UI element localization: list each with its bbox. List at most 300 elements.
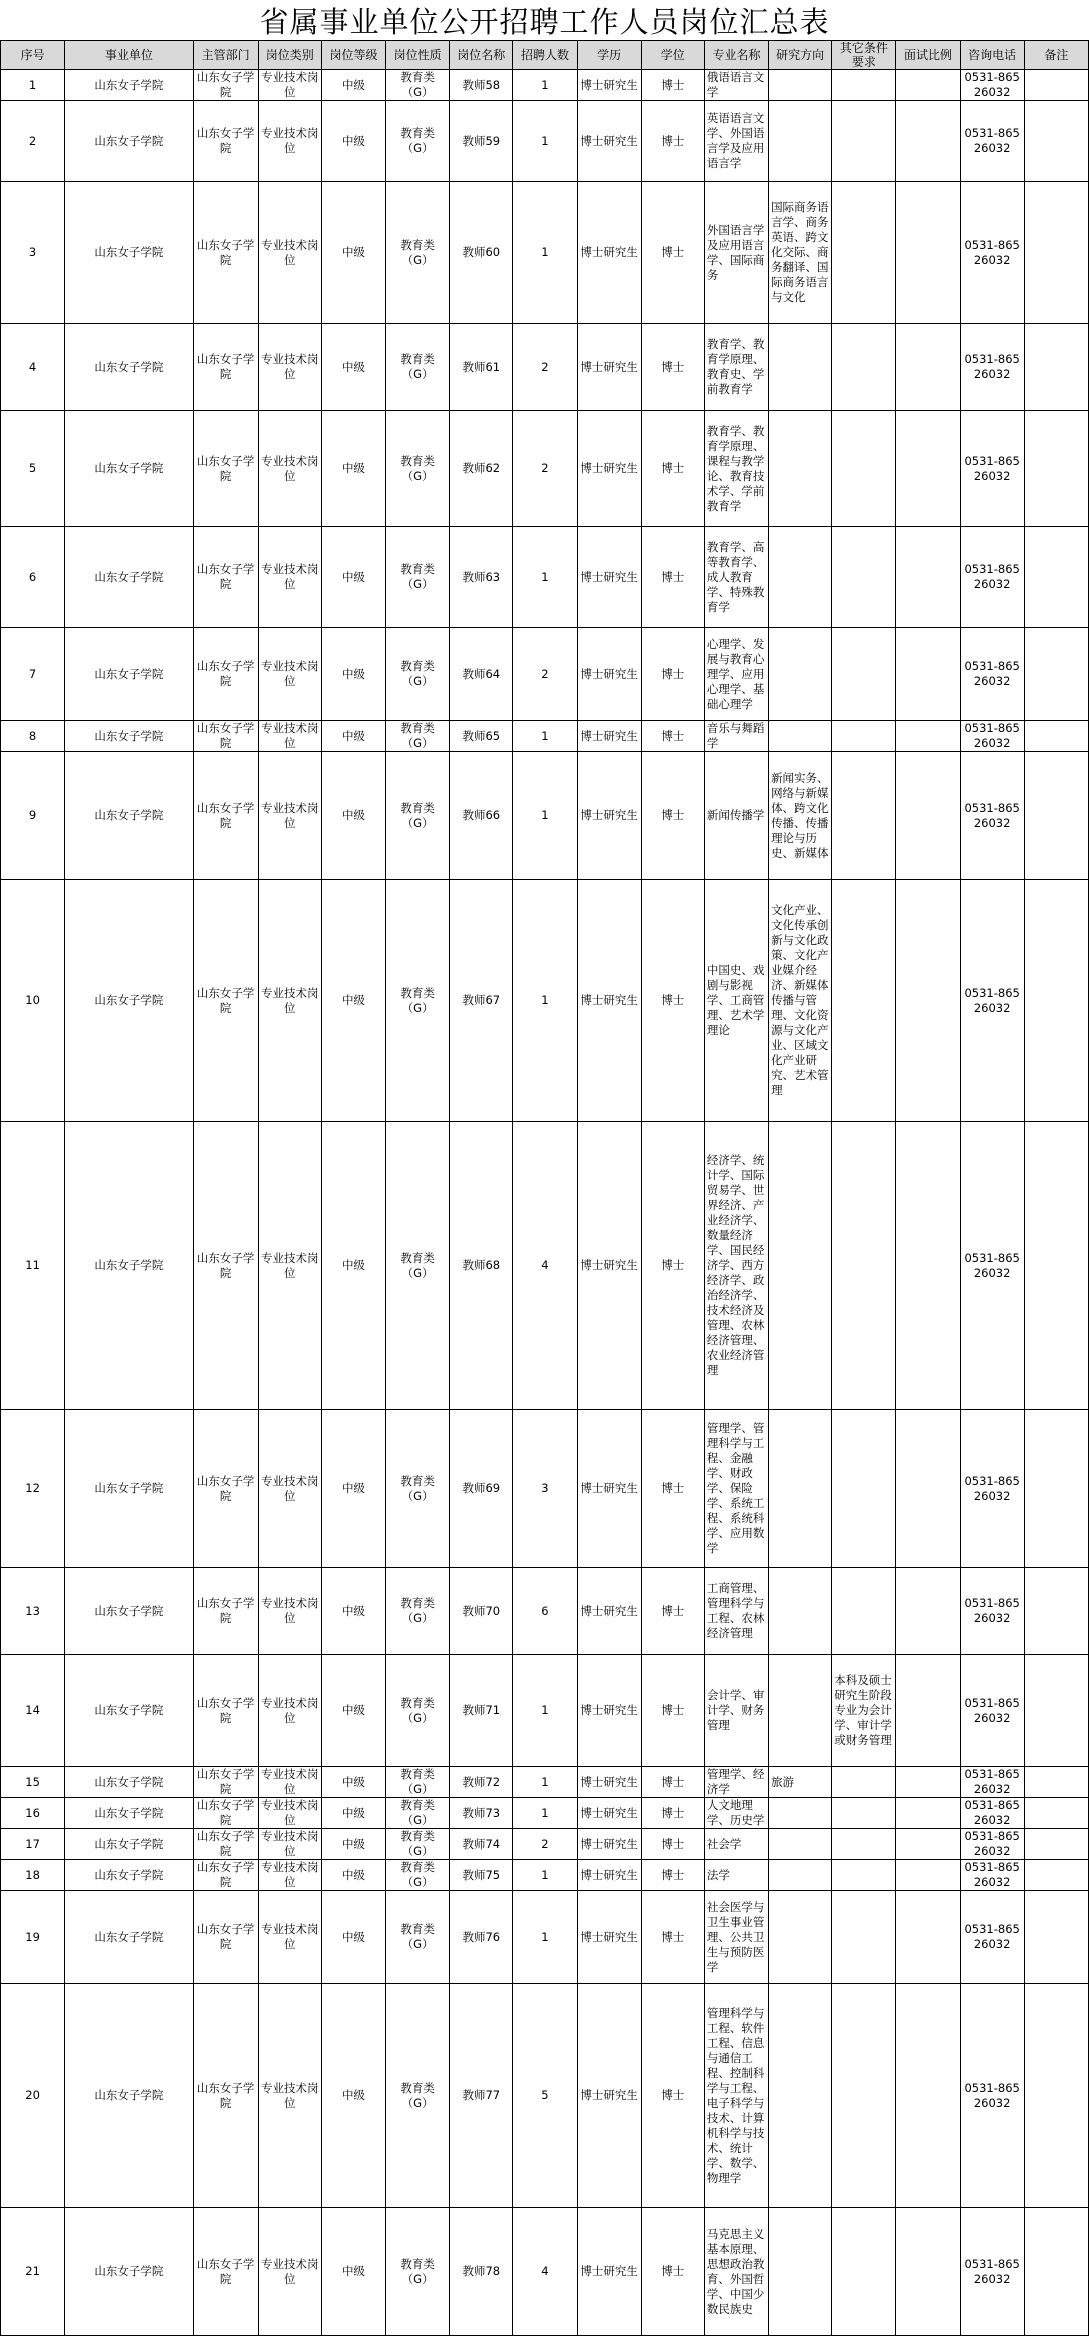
note-cell: [1024, 411, 1088, 527]
research-direction-cell: [769, 527, 832, 628]
unit-cell: 山东女子学院: [65, 182, 193, 324]
position-name-cell: 教师73: [450, 1798, 513, 1829]
table-row: [1, 527, 1089, 628]
count-cell: 5: [513, 1984, 577, 2208]
phone-cell: 0531-86526032: [960, 721, 1024, 752]
row-number: 2: [1, 101, 65, 182]
interview-ratio-cell: [896, 1568, 960, 1655]
major-cell: 社会医学与卫生事业管理、公共卫生与预防医学: [704, 1891, 768, 1984]
position-name-cell: 教师64: [450, 628, 513, 721]
research-direction-cell: 新闻实务、网络与新媒体、跨文化传播、传播理论与历史、新媒体: [769, 752, 832, 880]
level-cell: 中级: [321, 1568, 385, 1655]
note-cell: [1024, 628, 1088, 721]
level-cell: 中级: [321, 182, 385, 324]
interview-ratio-cell: [896, 101, 960, 182]
unit-cell: 山东女子学院: [65, 1410, 193, 1568]
note-cell: [1024, 1984, 1088, 2208]
note-cell: [1024, 1767, 1088, 1798]
count-cell: 1: [513, 1860, 577, 1891]
position-name-cell: 教师78: [450, 2208, 513, 2336]
phone-cell: 0531-86526032: [960, 628, 1024, 721]
level-cell: 中级: [321, 1798, 385, 1829]
research-direction-cell: [769, 1891, 832, 1984]
major-cell: 教育学、教育学原理、课程与教学论、教育技术学、学前教育学: [704, 411, 768, 527]
interview-ratio-cell: [896, 1767, 960, 1798]
level-cell: 中级: [321, 1410, 385, 1568]
interview-ratio-cell: [896, 1798, 960, 1829]
phone-cell: 0531-86526032: [960, 1798, 1024, 1829]
unit-cell: 山东女子学院: [65, 1829, 193, 1860]
dept-cell: 山东女子学院: [193, 2208, 258, 2336]
major-cell: 马克思主义基本原理、思想政治教育、外国哲学、中国少数民族史: [704, 2208, 768, 2336]
position-name-cell: 教师66: [450, 752, 513, 880]
education-cell: 博士研究生: [577, 1860, 641, 1891]
interview-ratio-cell: [896, 411, 960, 527]
other-requirements-cell: [832, 1984, 896, 2208]
table-row: [1, 1568, 1089, 1655]
dept-cell: 山东女子学院: [193, 721, 258, 752]
level-cell: 中级: [321, 752, 385, 880]
other-requirements-cell: [832, 101, 896, 182]
nature-cell: 教育类（G）: [386, 1829, 450, 1860]
row-number: 15: [1, 1767, 65, 1798]
table-row: [1, 752, 1089, 880]
row-number: 5: [1, 411, 65, 527]
row-number: 17: [1, 1829, 65, 1860]
category-cell: 专业技术岗位: [258, 2208, 321, 2336]
level-cell: 中级: [321, 1891, 385, 1984]
page-title: 省属事业单位公开招聘工作人员岗位汇总表: [259, 4, 830, 39]
nature-cell: 教育类（G）: [386, 1410, 450, 1568]
row-number: 6: [1, 527, 65, 628]
header-row: [1, 41, 1089, 70]
other-requirements-cell: [832, 1829, 896, 1860]
unit-cell: 山东女子学院: [65, 411, 193, 527]
education-cell: 博士研究生: [577, 1798, 641, 1829]
education-cell: 博士研究生: [577, 1984, 641, 2208]
degree-cell: 博士: [641, 1767, 704, 1798]
count-cell: 1: [513, 182, 577, 324]
note-cell: [1024, 1891, 1088, 1984]
note-cell: [1024, 324, 1088, 411]
interview-ratio-cell: [896, 70, 960, 101]
degree-cell: 博士: [641, 1655, 704, 1767]
level-cell: 中级: [321, 2208, 385, 2336]
education-cell: 博士研究生: [577, 324, 641, 411]
note-cell: [1024, 101, 1088, 182]
unit-cell: 山东女子学院: [65, 880, 193, 1122]
phone-cell: 0531-86526032: [960, 70, 1024, 101]
other-requirements-cell: [832, 1410, 896, 1568]
education-cell: 博士研究生: [577, 1829, 641, 1860]
level-cell: 中级: [321, 324, 385, 411]
nature-cell: 教育类（G）: [386, 527, 450, 628]
col-header: 招聘人数: [513, 41, 577, 70]
table-body: [1, 70, 1089, 2336]
nature-cell: 教育类（G）: [386, 1984, 450, 2208]
education-cell: 博士研究生: [577, 101, 641, 182]
other-requirements-cell: [832, 1798, 896, 1829]
row-number: 8: [1, 721, 65, 752]
unit-cell: 山东女子学院: [65, 1568, 193, 1655]
col-header: 咨询电话: [960, 41, 1024, 70]
unit-cell: 山东女子学院: [65, 1984, 193, 2208]
unit-cell: 山东女子学院: [65, 1767, 193, 1798]
dept-cell: 山东女子学院: [193, 1891, 258, 1984]
note-cell: [1024, 70, 1088, 101]
table-row: [1, 1891, 1089, 1984]
phone-cell: 0531-86526032: [960, 101, 1024, 182]
note-cell: [1024, 880, 1088, 1122]
major-cell: 会计学、审计学、财务管理: [704, 1655, 768, 1767]
count-cell: 1: [513, 1891, 577, 1984]
nature-cell: 教育类（G）: [386, 1860, 450, 1891]
count-cell: 1: [513, 1798, 577, 1829]
level-cell: 中级: [321, 1655, 385, 1767]
interview-ratio-cell: [896, 880, 960, 1122]
degree-cell: 博士: [641, 182, 704, 324]
major-cell: 外国语言学及应用语言学、国际商务: [704, 182, 768, 324]
category-cell: 专业技术岗位: [258, 1568, 321, 1655]
col-header: 岗位名称: [450, 41, 513, 70]
research-direction-cell: [769, 1984, 832, 2208]
category-cell: 专业技术岗位: [258, 1860, 321, 1891]
degree-cell: 博士: [641, 628, 704, 721]
research-direction-cell: 国际商务语言学、商务英语、跨文化交际、商务翻译、国际商务语言与文化: [769, 182, 832, 324]
row-number: 13: [1, 1568, 65, 1655]
count-cell: 1: [513, 527, 577, 628]
unit-cell: 山东女子学院: [65, 1655, 193, 1767]
count-cell: 2: [513, 628, 577, 721]
nature-cell: 教育类（G）: [386, 182, 450, 324]
interview-ratio-cell: [896, 182, 960, 324]
position-name-cell: 教师58: [450, 70, 513, 101]
category-cell: 专业技术岗位: [258, 411, 321, 527]
level-cell: 中级: [321, 1122, 385, 1410]
education-cell: 博士研究生: [577, 1891, 641, 1984]
position-name-cell: 教师67: [450, 880, 513, 1122]
research-direction-cell: [769, 1655, 832, 1767]
table-row: [1, 101, 1089, 182]
count-cell: 1: [513, 721, 577, 752]
nature-cell: 教育类（G）: [386, 721, 450, 752]
unit-cell: 山东女子学院: [65, 1122, 193, 1410]
phone-cell: 0531-86526032: [960, 1568, 1024, 1655]
phone-cell: 0531-86526032: [960, 324, 1024, 411]
position-name-cell: 教师59: [450, 101, 513, 182]
position-name-cell: 教师74: [450, 1829, 513, 1860]
major-cell: 中国史、戏剧与影视学、工商管理、艺术学理论: [704, 880, 768, 1122]
nature-cell: 教育类（G）: [386, 628, 450, 721]
note-cell: [1024, 1798, 1088, 1829]
education-cell: 博士研究生: [577, 1655, 641, 1767]
table-row: [1, 1984, 1089, 2208]
category-cell: 专业技术岗位: [258, 752, 321, 880]
category-cell: 专业技术岗位: [258, 880, 321, 1122]
dept-cell: 山东女子学院: [193, 182, 258, 324]
other-requirements-cell: [832, 2208, 896, 2336]
note-cell: [1024, 721, 1088, 752]
dept-cell: 山东女子学院: [193, 1655, 258, 1767]
education-cell: 博士研究生: [577, 721, 641, 752]
dept-cell: 山东女子学院: [193, 880, 258, 1122]
other-requirements-cell: [832, 1122, 896, 1410]
degree-cell: 博士: [641, 101, 704, 182]
nature-cell: 教育类（G）: [386, 2208, 450, 2336]
major-cell: 人文地理学、历史学: [704, 1798, 768, 1829]
research-direction-cell: [769, 1122, 832, 1410]
table-row: [1, 1829, 1089, 1860]
count-cell: 1: [513, 70, 577, 101]
position-name-cell: 教师61: [450, 324, 513, 411]
interview-ratio-cell: [896, 1891, 960, 1984]
phone-cell: 0531-86526032: [960, 1891, 1024, 1984]
position-name-cell: 教师72: [450, 1767, 513, 1798]
phone-cell: 0531-86526032: [960, 1767, 1024, 1798]
education-cell: 博士研究生: [577, 182, 641, 324]
other-requirements-cell: [832, 70, 896, 101]
table-row: [1, 628, 1089, 721]
major-cell: 俄语语言文学: [704, 70, 768, 101]
position-name-cell: 教师62: [450, 411, 513, 527]
row-number: 1: [1, 70, 65, 101]
col-header: 研究方向: [769, 41, 832, 70]
level-cell: 中级: [321, 628, 385, 721]
dept-cell: 山东女子学院: [193, 527, 258, 628]
category-cell: 专业技术岗位: [258, 182, 321, 324]
phone-cell: 0531-86526032: [960, 752, 1024, 880]
phone-cell: 0531-86526032: [960, 182, 1024, 324]
position-name-cell: 教师70: [450, 1568, 513, 1655]
count-cell: 3: [513, 1410, 577, 1568]
dept-cell: 山东女子学院: [193, 101, 258, 182]
education-cell: 博士研究生: [577, 2208, 641, 2336]
row-number: 18: [1, 1860, 65, 1891]
unit-cell: 山东女子学院: [65, 1891, 193, 1984]
education-cell: 博士研究生: [577, 527, 641, 628]
row-number: 14: [1, 1655, 65, 1767]
degree-cell: 博士: [641, 880, 704, 1122]
other-requirements-cell: [832, 752, 896, 880]
note-cell: [1024, 182, 1088, 324]
phone-cell: 0531-86526032: [960, 1829, 1024, 1860]
col-header: 主管部门: [193, 41, 258, 70]
research-direction-cell: 文化产业、文化传承创新与文化政策、文化产业媒介经济、新媒体传播与管理、文化资源与文化产业、区域文化产业研究、艺术管理: [769, 880, 832, 1122]
major-cell: 音乐与舞蹈学: [704, 721, 768, 752]
count-cell: 6: [513, 1568, 577, 1655]
major-cell: 新闻传播学: [704, 752, 768, 880]
phone-cell: 0531-86526032: [960, 411, 1024, 527]
note-cell: [1024, 1122, 1088, 1410]
degree-cell: 博士: [641, 1798, 704, 1829]
table-row: [1, 1655, 1089, 1767]
level-cell: 中级: [321, 721, 385, 752]
phone-cell: 0531-86526032: [960, 1410, 1024, 1568]
major-cell: 英语语言文学、外国语言学及应用语言学: [704, 101, 768, 182]
degree-cell: 博士: [641, 411, 704, 527]
major-cell: 教育学、教育学原理、教育史、学前教育学: [704, 324, 768, 411]
count-cell: 1: [513, 1655, 577, 1767]
count-cell: 2: [513, 1829, 577, 1860]
dept-cell: 山东女子学院: [193, 1798, 258, 1829]
col-header: 学历: [577, 41, 641, 70]
research-direction-cell: [769, 101, 832, 182]
table-row: [1, 324, 1089, 411]
unit-cell: 山东女子学院: [65, 324, 193, 411]
research-direction-cell: [769, 2208, 832, 2336]
row-number: 16: [1, 1798, 65, 1829]
major-cell: 社会学: [704, 1829, 768, 1860]
nature-cell: 教育类（G）: [386, 411, 450, 527]
dept-cell: 山东女子学院: [193, 1410, 258, 1568]
col-header: 序号: [1, 41, 65, 70]
education-cell: 博士研究生: [577, 628, 641, 721]
note-cell: [1024, 1655, 1088, 1767]
degree-cell: 博士: [641, 721, 704, 752]
nature-cell: 教育类（G）: [386, 1767, 450, 1798]
other-requirements-cell: [832, 527, 896, 628]
row-number: 7: [1, 628, 65, 721]
other-requirements-cell: [832, 880, 896, 1122]
nature-cell: 教育类（G）: [386, 1798, 450, 1829]
interview-ratio-cell: [896, 1984, 960, 2208]
col-header: 专业名称: [704, 41, 768, 70]
note-cell: [1024, 1568, 1088, 1655]
major-cell: 管理科学与工程、软件工程、信息与通信工程、控制科学与工程、电子科学与技术、计算机科学与技术、统计学、数学、物理学: [704, 1984, 768, 2208]
category-cell: 专业技术岗位: [258, 1122, 321, 1410]
phone-cell: 0531-86526032: [960, 1984, 1024, 2208]
education-cell: 博士研究生: [577, 411, 641, 527]
interview-ratio-cell: [896, 721, 960, 752]
level-cell: 中级: [321, 411, 385, 527]
position-name-cell: 教师60: [450, 182, 513, 324]
row-number: 21: [1, 2208, 65, 2336]
degree-cell: 博士: [641, 527, 704, 628]
table-row: [1, 1860, 1089, 1891]
education-cell: 博士研究生: [577, 1568, 641, 1655]
interview-ratio-cell: [896, 628, 960, 721]
count-cell: 1: [513, 880, 577, 1122]
count-cell: 1: [513, 1767, 577, 1798]
dept-cell: 山东女子学院: [193, 628, 258, 721]
count-cell: 4: [513, 1122, 577, 1410]
interview-ratio-cell: [896, 1829, 960, 1860]
degree-cell: 博士: [641, 1410, 704, 1568]
major-cell: 心理学、发展与教育心理学、应用心理学、基础心理学: [704, 628, 768, 721]
other-requirements-cell: [832, 1767, 896, 1798]
note-cell: [1024, 527, 1088, 628]
category-cell: 专业技术岗位: [258, 721, 321, 752]
category-cell: 专业技术岗位: [258, 324, 321, 411]
level-cell: 中级: [321, 880, 385, 1122]
phone-cell: 0531-86526032: [960, 1655, 1024, 1767]
table-row: [1, 1798, 1089, 1829]
row-number: 10: [1, 880, 65, 1122]
education-cell: 博士研究生: [577, 1767, 641, 1798]
phone-cell: 0531-86526032: [960, 1122, 1024, 1410]
degree-cell: 博士: [641, 1568, 704, 1655]
research-direction-cell: [769, 1410, 832, 1568]
degree-cell: 博士: [641, 324, 704, 411]
category-cell: 专业技术岗位: [258, 1655, 321, 1767]
table-row: [1, 1122, 1089, 1410]
row-number: 4: [1, 324, 65, 411]
major-cell: 管理学、管理科学与工程、金融学、财政学、保险学、系统工程、系统科学、应用数学: [704, 1410, 768, 1568]
count-cell: 2: [513, 324, 577, 411]
position-name-cell: 教师71: [450, 1655, 513, 1767]
category-cell: 专业技术岗位: [258, 1767, 321, 1798]
nature-cell: 教育类（G）: [386, 1568, 450, 1655]
major-cell: 法学: [704, 1860, 768, 1891]
major-cell: 工商管理、管理科学与工程、农林经济管理: [704, 1568, 768, 1655]
table-row: [1, 721, 1089, 752]
table-row: [1, 1410, 1089, 1568]
interview-ratio-cell: [896, 527, 960, 628]
education-cell: 博士研究生: [577, 880, 641, 1122]
col-header: 岗位性质: [386, 41, 450, 70]
category-cell: 专业技术岗位: [258, 70, 321, 101]
category-cell: 专业技术岗位: [258, 1829, 321, 1860]
row-number: 3: [1, 182, 65, 324]
research-direction-cell: [769, 324, 832, 411]
other-requirements-cell: [832, 1891, 896, 1984]
degree-cell: 博士: [641, 1122, 704, 1410]
note-cell: [1024, 1829, 1088, 1860]
position-name-cell: 教师68: [450, 1122, 513, 1410]
research-direction-cell: [769, 628, 832, 721]
level-cell: 中级: [321, 101, 385, 182]
position-name-cell: 教师77: [450, 1984, 513, 2208]
count-cell: 1: [513, 101, 577, 182]
dept-cell: 山东女子学院: [193, 324, 258, 411]
category-cell: 专业技术岗位: [258, 527, 321, 628]
level-cell: 中级: [321, 527, 385, 628]
other-requirements-cell: [832, 628, 896, 721]
category-cell: 专业技术岗位: [258, 1984, 321, 2208]
dept-cell: 山东女子学院: [193, 1984, 258, 2208]
dept-cell: 山东女子学院: [193, 752, 258, 880]
unit-cell: 山东女子学院: [65, 1860, 193, 1891]
level-cell: 中级: [321, 1767, 385, 1798]
research-direction-cell: [769, 1568, 832, 1655]
interview-ratio-cell: [896, 1122, 960, 1410]
other-requirements-cell: [832, 324, 896, 411]
note-cell: [1024, 752, 1088, 880]
position-name-cell: 教师75: [450, 1860, 513, 1891]
dept-cell: 山东女子学院: [193, 1767, 258, 1798]
row-number: 19: [1, 1891, 65, 1984]
nature-cell: 教育类（G）: [386, 1122, 450, 1410]
unit-cell: 山东女子学院: [65, 527, 193, 628]
table-row: [1, 182, 1089, 324]
phone-cell: 0531-86526032: [960, 2208, 1024, 2336]
level-cell: 中级: [321, 1829, 385, 1860]
unit-cell: 山东女子学院: [65, 721, 193, 752]
position-name-cell: 教师63: [450, 527, 513, 628]
row-number: 12: [1, 1410, 65, 1568]
dept-cell: 山东女子学院: [193, 1829, 258, 1860]
interview-ratio-cell: [896, 1860, 960, 1891]
unit-cell: 山东女子学院: [65, 2208, 193, 2336]
education-cell: 博士研究生: [577, 752, 641, 880]
major-cell: 经济学、统计学、国际贸易学、世界经济、产业经济学、数量经济学、国民经济学、西方经济学、政治经济学、技术经济及管理、农林经济管理、农业经济管理: [704, 1122, 768, 1410]
nature-cell: 教育类（G）: [386, 101, 450, 182]
research-direction-cell: [769, 1829, 832, 1860]
count-cell: 2: [513, 411, 577, 527]
col-header: 岗位类别: [258, 41, 321, 70]
other-requirements-cell: [832, 1860, 896, 1891]
dept-cell: 山东女子学院: [193, 1122, 258, 1410]
